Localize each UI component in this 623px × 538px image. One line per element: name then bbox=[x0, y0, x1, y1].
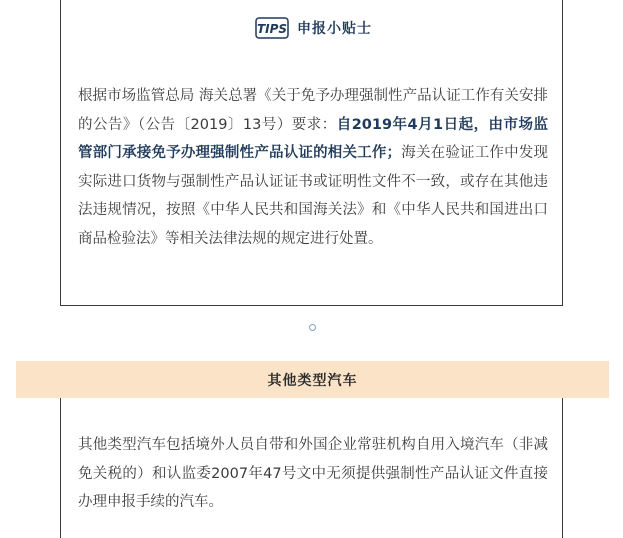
tips-text-2: 海关在验证工作中发现实际进口货物与强制性产品认证证书或证明性文件不一致，或存在其他违法违规情况，按照《中华人民共和国海关法》和《中华人民共和国进出口商品检验法》等相关法律法规的规定进行处置。 bbox=[78, 145, 548, 247]
divider-dot bbox=[309, 324, 316, 331]
tips-text-bold: 自2019年4月1日起，由市场监管部门承接免予办理强制性产品认证的相关工作； bbox=[78, 116, 548, 161]
section-body: 其他类型汽车包括境外人员自带和外国企业常驻机构自用入境汽车（非减免关税的）和认监委2007年47号文中无须提供强制性产品认证文件直接办理申报手续的汽车。 bbox=[78, 437, 548, 510]
tips-logo-icon bbox=[255, 15, 289, 41]
tips-header bbox=[255, 12, 372, 44]
section-title: 其他类型汽车 bbox=[267, 372, 358, 389]
svg-text:TIPS: TIPS bbox=[256, 22, 288, 36]
tips-title: 申报小贴士 bbox=[297, 21, 372, 37]
section-header-band bbox=[16, 361, 609, 398]
tips-text-1: 根据市场监管总局 海关总署《关于免予办理强制性产品认证工作有关安排的公告》（公告〔2019〕13号）要求： bbox=[78, 88, 548, 133]
tips-paragraph bbox=[78, 82, 548, 253]
